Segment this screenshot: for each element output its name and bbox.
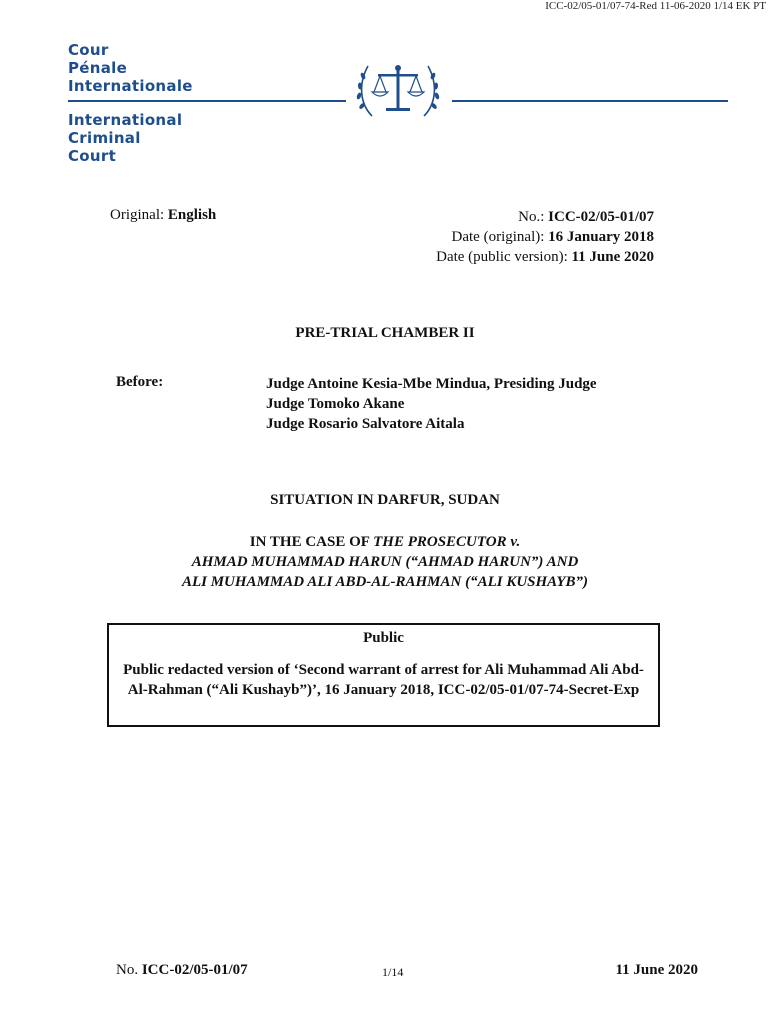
document-reference-header: ICC-02/05-01/07-74-Red 11-06-2020 1/14 EK PT	[545, 0, 766, 12]
case-title-line2	[0, 552, 770, 572]
footer-page-number: 1/14	[382, 965, 404, 979]
date-public-value: 11 June 2020	[571, 249, 654, 265]
case-defendant-1: AHMAD MUHAMMAD HARUN (“AHMAD HARUN”) AND	[191, 554, 579, 570]
footer-no-label: No.	[116, 962, 139, 978]
case-title-italic: THE PROSECUTOR v.	[373, 534, 521, 550]
case-number-label: No.:	[518, 209, 545, 225]
judge-name: Judge Rosario Salvatore Aitala	[266, 416, 465, 432]
case-title	[0, 532, 770, 592]
date-public-label: Date (public version):	[436, 249, 568, 265]
original-label: Original:	[110, 207, 165, 223]
case-title-line1	[0, 532, 770, 552]
footer-no-value: ICC-02/05-01/07	[141, 962, 248, 978]
court-name-en-line: Criminal	[68, 129, 141, 147]
case-title-line3	[0, 572, 770, 592]
court-name-fr-line: Internationale	[68, 77, 193, 95]
footer-date: 11 June 2020	[615, 962, 698, 978]
judge-name: Judge Tomoko Akane	[266, 396, 405, 412]
date-original-label: Date (original):	[451, 229, 545, 245]
court-name-english	[68, 111, 182, 165]
logo-rule-right	[452, 100, 728, 102]
judges-list	[266, 374, 597, 434]
case-prefix: IN THE CASE OF	[249, 534, 374, 550]
court-name-french	[68, 41, 193, 95]
case-number-line	[436, 207, 654, 227]
judge-name: Judge Antoine Kesia-Mbe Mindua, Presiding Judge	[266, 376, 597, 392]
court-name-fr-line: Pénale	[68, 59, 128, 77]
chamber-title: PRE-TRIAL CHAMBER II	[295, 325, 475, 341]
classification-label: Public	[363, 630, 404, 646]
original-language	[110, 207, 216, 224]
date-original-line	[436, 227, 654, 247]
document-metadata	[436, 207, 654, 267]
court-name-fr-line: Cour	[68, 41, 109, 59]
court-name-en-line: International	[68, 111, 183, 129]
case-defendant-2: ALI MUHAMMAD ALI ABD-AL-RAHMAN (“ALI KUSHAYB”)	[181, 574, 589, 590]
footer-case-number	[116, 962, 248, 979]
logo-rule-left	[68, 100, 346, 102]
original-value: English	[167, 207, 217, 223]
scales-of-justice-icon	[350, 56, 446, 122]
date-public-line	[436, 247, 654, 267]
date-original-value: 16 January 2018	[548, 229, 654, 245]
before-label: Before:	[116, 374, 164, 390]
situation-title: SITUATION IN DARFUR, SUDAN	[270, 492, 500, 508]
document-description: Public redacted version of ‘Second warrant of arrest for Ali Muhammad Ali Abd-Al-Rahman (“Ali Kushayb”)’, 16 January 2018, ICC-02/05-01/07-74-Secret-Exp	[123, 662, 644, 698]
document-classification-box	[107, 623, 660, 727]
court-name-en-line: Court	[68, 147, 117, 165]
case-number-value: ICC-02/05-01/07	[548, 209, 654, 225]
